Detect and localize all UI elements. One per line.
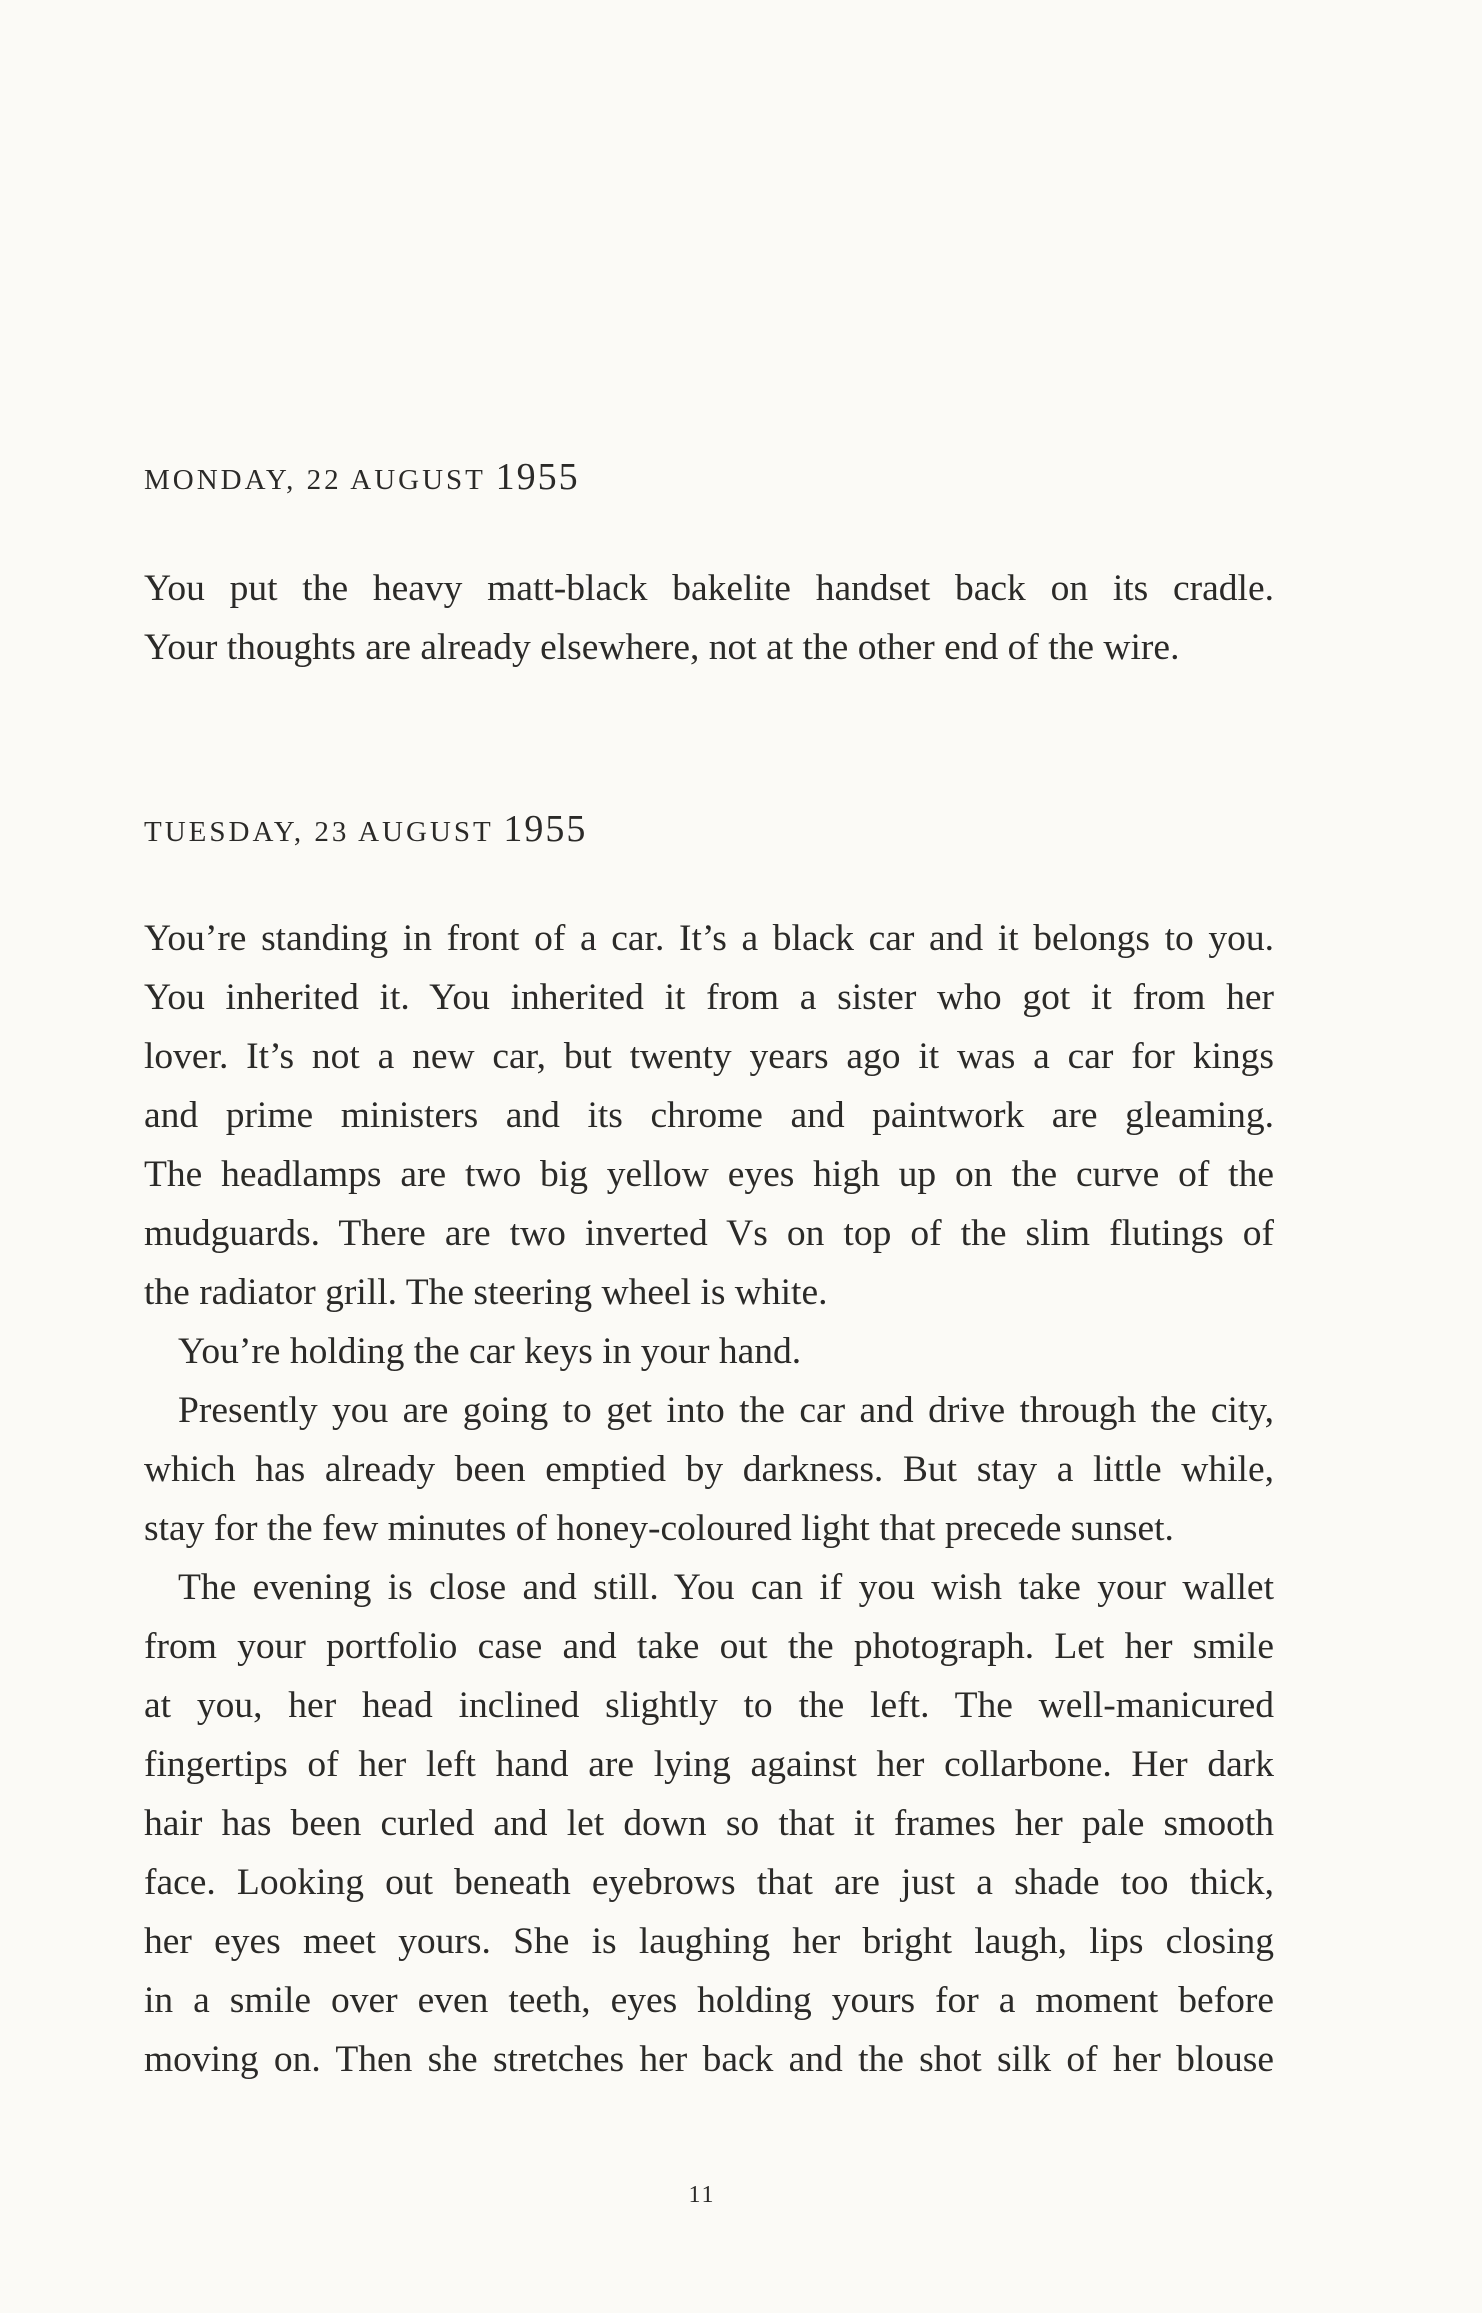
entry-heading-day: TUESDAY, 23 AUGUST [144,816,494,848]
text-line: mudguards. There are two inverted Vs on top of the slim flutings of [144,1213,1274,1254]
text-line: which has already been emptied by darkness. But stay a little while, [144,1449,1274,1490]
text-line: lover. It’s not a new car, but twenty years ago it was a car for kings [144,1036,1274,1077]
text-line: from your portfolio case and take out the photograph. Let her smile [144,1626,1274,1667]
entry-heading-year: 1955 [495,456,580,498]
entry-heading-monday [144,458,580,496]
text-line: at you, her head inclined slightly to the left. The well-manicured [144,1685,1274,1726]
text-line: fingertips of her left hand are lying against her collarbone. Her dark [144,1744,1274,1785]
text-line: The headlamps are two big yellow eyes high up on the curve of the [144,1154,1274,1195]
text-line: moving on. Then she stretches her back and the shot silk of her blouse [144,2039,1274,2080]
text-line: face. Looking out beneath eyebrows that are just a shade too thick, [144,1862,1274,1903]
entry-heading-tuesday [144,810,587,848]
text-line: You’re holding the car keys in your hand. [178,1331,802,1372]
text-line: stay for the few minutes of honey-coloured light that precede sunset. [144,1508,1174,1549]
text-line: You inherited it. You inherited it from a sister who got it from her [144,977,1274,1018]
entry-body-monday [144,559,1274,677]
page-number: 11 [688,2182,716,2208]
entry-heading-day: MONDAY, 22 AUGUST [144,464,486,496]
text-line: her eyes meet yours. She is laughing her bright laugh, lips closing [144,1921,1274,1962]
text-line: hair has been curled and let down so that it frames her pale smooth [144,1803,1274,1844]
text-line: and prime ministers and its chrome and paintwork are gleaming. [144,1095,1274,1136]
entry-body-tuesday [144,909,1274,2089]
text-line: The evening is close and still. You can if you wish take your wallet [178,1567,1274,1608]
text-line: You’re standing in front of a car. It’s a black car and it belongs to you. [144,918,1274,959]
text-line: Your thoughts are already elsewhere, not at the other end of the wire. [144,627,1180,668]
text-line: in a smile over even teeth, eyes holding yours for a moment before [144,1980,1274,2021]
entry-heading-year: 1955 [503,808,588,850]
text-line: You put the heavy matt-black bakelite handset back on its cradle. [144,568,1274,609]
text-line: the radiator grill. The steering wheel is white. [144,1272,828,1313]
text-line: Presently you are going to get into the car and drive through the city, [178,1390,1274,1431]
